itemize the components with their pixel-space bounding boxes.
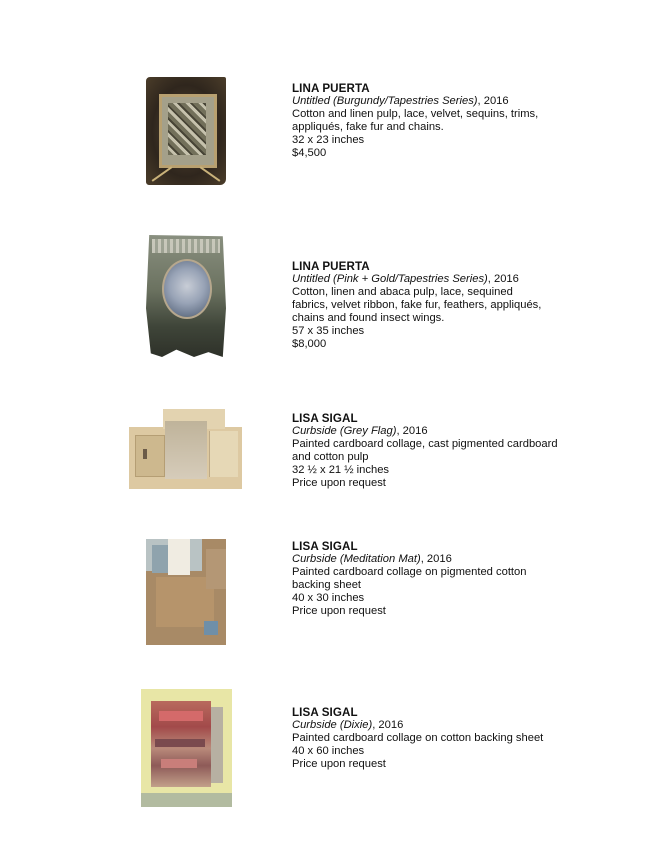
artwork-caption: [292, 82, 622, 160]
artwork-caption: [292, 706, 622, 771]
artwork-image: [146, 539, 226, 645]
artwork-title: Untitled (Pink + Gold/Tapestries Series): [292, 273, 488, 285]
title-line: [292, 553, 622, 566]
artwork-caption: [292, 412, 622, 490]
dimensions: 32 ½ x 21 ½ inches: [292, 464, 390, 476]
medium-line: Painted cardboard collage on cotton backing sheet: [292, 732, 544, 744]
price: Price upon request: [292, 758, 386, 770]
medium-line: Cotton and linen pulp, lace, velvet, sequins, trims,: [292, 108, 539, 120]
artist-name: LINA PUERTA: [292, 82, 370, 95]
medium-line: backing sheet: [292, 579, 362, 591]
artwork-image: [141, 689, 232, 807]
dimensions: 40 x 60 inches: [292, 745, 365, 757]
price: $8,000: [292, 338, 327, 350]
dimensions: 32 x 23 inches: [292, 134, 365, 146]
price: $4,500: [292, 147, 327, 159]
artist-name: LISA SIGAL: [292, 412, 358, 425]
artist-name: LISA SIGAL: [292, 540, 358, 553]
medium-line: appliqués, fake fur and chains.: [292, 121, 444, 133]
artwork-year: , 2016: [420, 553, 452, 565]
artwork-caption: [292, 260, 622, 351]
artwork-image: [146, 77, 226, 185]
artwork-year: , 2016: [477, 95, 509, 107]
artwork-title: Curbside (Grey Flag): [292, 425, 397, 437]
title-line: [292, 719, 622, 732]
artwork-image: [146, 235, 226, 357]
artwork-year: , 2016: [396, 425, 428, 437]
artwork-caption: [292, 540, 622, 618]
artwork-year: , 2016: [372, 719, 404, 731]
price: Price upon request: [292, 477, 386, 489]
artwork-title: Untitled (Burgundy/Tapestries Series): [292, 95, 478, 107]
artist-name: LINA PUERTA: [292, 260, 370, 273]
medium-line: Cotton, linen and abaca pulp, lace, sequined: [292, 286, 513, 298]
medium-line: and cotton pulp: [292, 451, 369, 463]
artwork-title: Curbside (Dixie): [292, 719, 373, 731]
title-line: [292, 95, 622, 108]
medium-line: fabrics, velvet ribbon, fake fur, feathers, appliqués,: [292, 299, 542, 311]
price: Price upon request: [292, 605, 386, 617]
title-line: [292, 273, 622, 286]
medium-line: Painted cardboard collage on pigmented cotton: [292, 566, 527, 578]
artwork-title: Curbside (Meditation Mat): [292, 553, 421, 565]
title-line: [292, 425, 622, 438]
artist-name: LISA SIGAL: [292, 706, 358, 719]
dimensions: 40 x 30 inches: [292, 592, 365, 604]
medium-line: Painted cardboard collage, cast pigmented cardboard: [292, 438, 558, 450]
artwork-image: [129, 409, 242, 489]
artwork-year: , 2016: [487, 273, 519, 285]
medium-line: chains and found insect wings.: [292, 312, 445, 324]
dimensions: 57 x 35 inches: [292, 325, 365, 337]
